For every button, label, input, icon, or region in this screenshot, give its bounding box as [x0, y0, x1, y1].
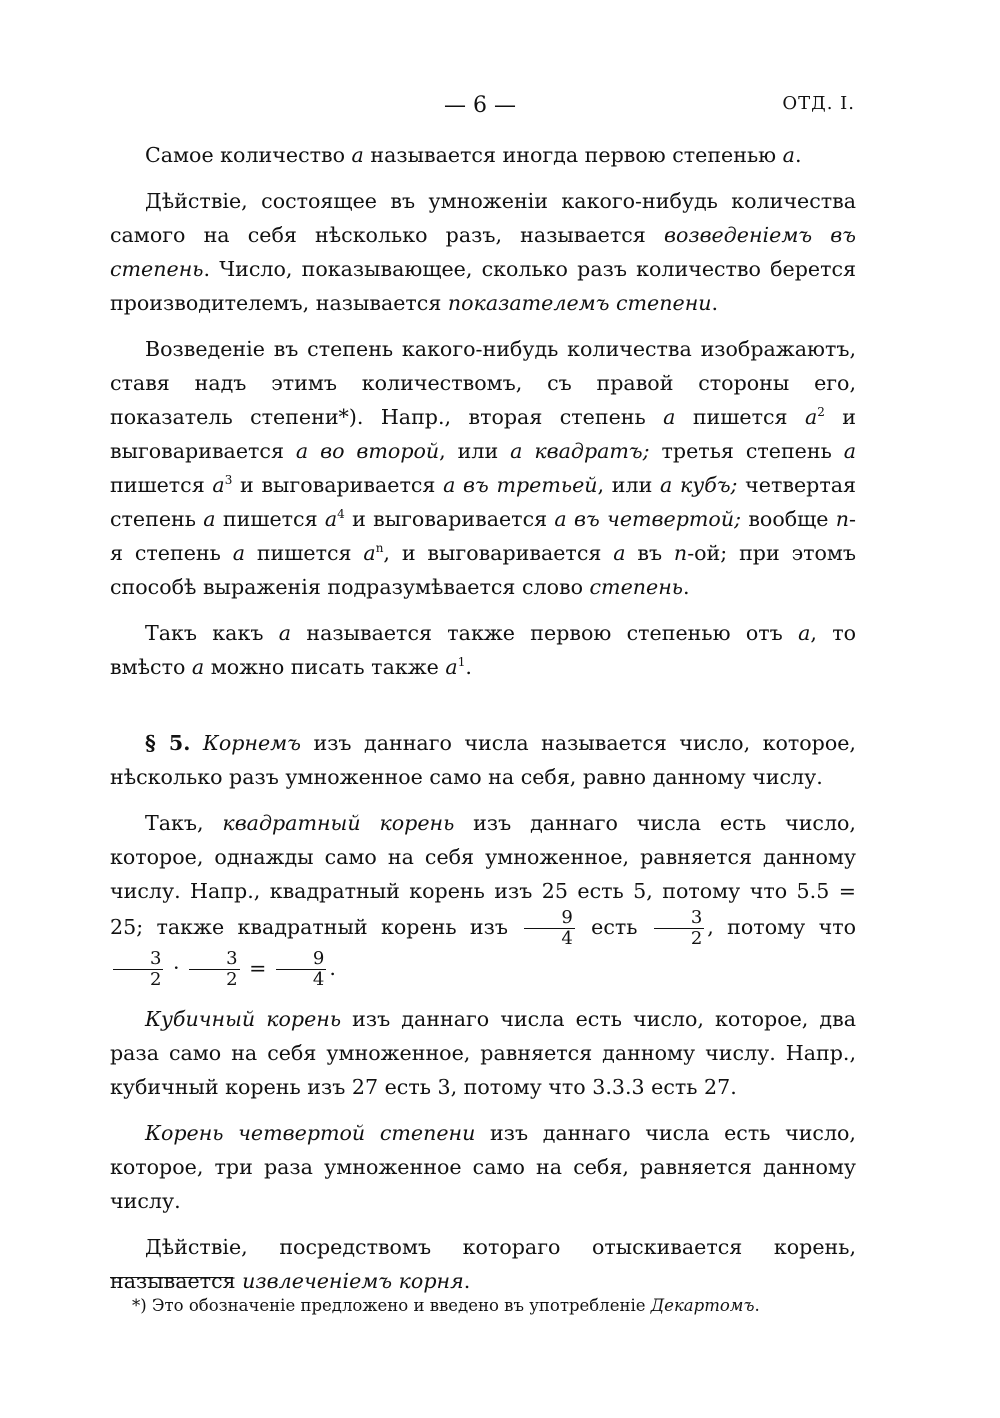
paragraph-square-root: Такъ, квадратный корень изъ даннаго числа есть число, которое, однажды само на себя умноженное, равняется данному числу. Напр., квадратный корень изъ 25 есть 5, потому что 5.5 = 25; также квадратный корень изъ $\frac{9}{4}$ есть $\frac{3}{2}$ , потому что $\frac{3}{2}$ · $\frac{3}{2}$ = $\frac{9}{4}$ . — [110, 811, 856, 990]
paragraph-exponentiation-definition: Дѣйствіе, состоящее въ умноженіи какого-нибудь количества самого на себя нѣсколько разъ, называется возведеніемъ въ степень. Число, показывающее, сколько разъ количество берется производителемъ, называется показателемъ степени. — [110, 189, 856, 315]
footnote: *) Это обозначеніе предложено и введено въ употребленіе Декартомъ. — [132, 1296, 760, 1315]
paragraph-first-power: Самое количество a называется иногда первою степенью a. — [145, 143, 802, 167]
paragraph-power-notation: Возведеніе въ степень какого-нибудь количества изображаютъ, ставя надъ этимъ количествомъ, съ правой стороны его, показатель степени*). Напр., вторая степень a пишется $a^2$ и выговаривается a во второй, или a квадратъ; третья степень a пишется $a^3$ и выговаривается a въ третьей, или a кубъ; четвертая степень a пишется $a^4$ и выговаривается a въ четвертой; вообще n-я степень a пишется $a^n$, и выговаривается a въ n-ой; при этомъ способѣ выраженія подразумѣвается слово степень. — [110, 337, 857, 599]
paragraph-fourth-root: Корень четвертой степени изъ даннаго числа есть число, которое, три раза умноженное само на себя, равняется данному числу. — [110, 1121, 856, 1213]
fraction: $\frac{9}{4}$ — [524, 908, 574, 949]
fraction: $\frac{9}{4}$ — [276, 949, 326, 990]
fraction: $\frac{3}{2}$ — [189, 949, 239, 990]
fraction: $\frac{3}{2}$ — [113, 949, 163, 990]
text-body — [110, 138, 856, 1298]
paragraph-cube-root: Кубичный корень изъ даннаго числа есть число, которое, два раза само на себя умноженное, равняется данному числу. Напр., кубичный корень изъ 27 есть 3, потому что 3.3.3 есть 27. — [110, 1007, 856, 1099]
page-number: — 6 — — [444, 93, 516, 118]
section-number: § 5. — [145, 731, 191, 755]
section-label: ОТД. I. — [782, 93, 855, 114]
section-5-root-definition: § 5. Корнемъ изъ даннаго числа называется число, которое, нѣсколько разъ умноженное само на себя, равно данному числу. — [110, 731, 856, 789]
footnote-divider — [110, 1277, 233, 1278]
fraction: $\frac{3}{2}$ — [654, 908, 704, 949]
running-header — [0, 93, 1000, 123]
paragraph-root-extraction: Дѣйствіе, посредствомъ котораго отыскивается корень, называется извлеченіемъ корня. — [110, 1235, 856, 1293]
paragraph-first-power-note: Такъ какъ a называется также первою степенью отъ a, то вмѣсто a можно писать также $a^1$. — [110, 621, 857, 679]
